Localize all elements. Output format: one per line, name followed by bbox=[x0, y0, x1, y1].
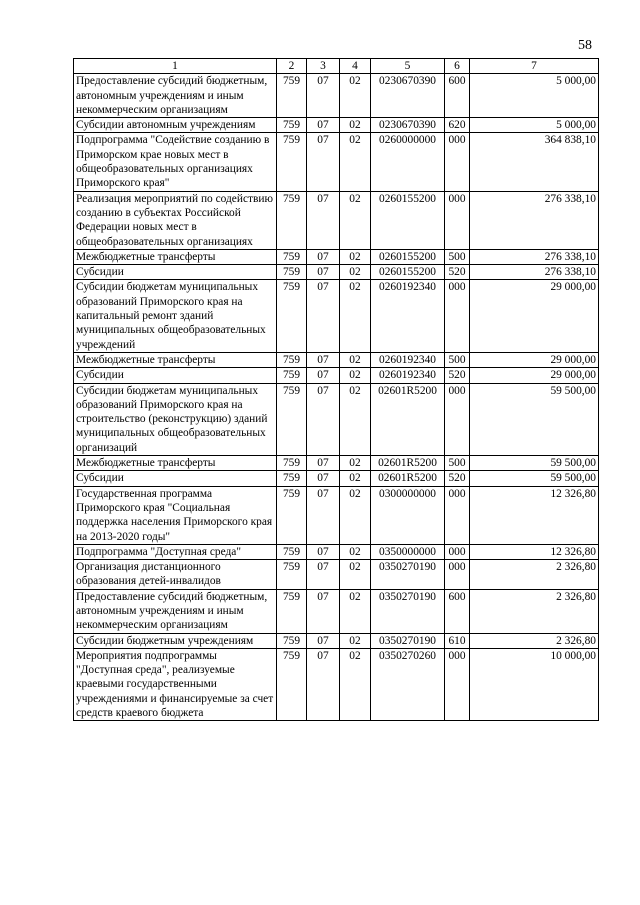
row-amount: 29 000,00 bbox=[470, 368, 599, 383]
table-row bbox=[74, 133, 599, 191]
row-code-expense-type: 500 bbox=[445, 352, 470, 367]
header-cell: 2 bbox=[277, 59, 307, 74]
row-amount: 276 338,10 bbox=[470, 191, 599, 249]
row-code-target: 0260192340 bbox=[371, 280, 445, 352]
row-code-target: 0350270190 bbox=[371, 560, 445, 590]
row-amount: 12 326,80 bbox=[470, 486, 599, 544]
row-code-expense-type: 000 bbox=[445, 486, 470, 544]
row-code-section: 07 bbox=[307, 456, 340, 471]
row-name: Подпрограмма "Доступная среда" bbox=[74, 544, 277, 559]
row-code-expense-type: 000 bbox=[445, 560, 470, 590]
row-code-expense-type: 000 bbox=[445, 191, 470, 249]
row-code-ministry: 759 bbox=[277, 352, 307, 367]
row-code-target: 0350270190 bbox=[371, 633, 445, 648]
table-row bbox=[74, 265, 599, 280]
row-code-expense-type: 500 bbox=[445, 456, 470, 471]
row-code-section: 07 bbox=[307, 74, 340, 118]
row-name: Организация дистанционного образования детей-инвалидов bbox=[74, 560, 277, 590]
row-code-subsection: 02 bbox=[340, 471, 371, 486]
table-row bbox=[74, 648, 599, 720]
row-amount: 5 000,00 bbox=[470, 118, 599, 133]
row-code-target: 02601R5200 bbox=[371, 383, 445, 455]
row-code-expense-type: 000 bbox=[445, 280, 470, 352]
row-code-ministry: 759 bbox=[277, 633, 307, 648]
row-code-ministry: 759 bbox=[277, 648, 307, 720]
table-row bbox=[74, 560, 599, 590]
row-code-target: 02601R5200 bbox=[371, 456, 445, 471]
table-row bbox=[74, 74, 599, 118]
row-name: Субсидии автономным учреждениям bbox=[74, 118, 277, 133]
table-row bbox=[74, 589, 599, 633]
row-code-subsection: 02 bbox=[340, 633, 371, 648]
row-code-subsection: 02 bbox=[340, 560, 371, 590]
header-cell: 5 bbox=[371, 59, 445, 74]
row-code-section: 07 bbox=[307, 544, 340, 559]
row-name: Субсидии бюджетным учреждениям bbox=[74, 633, 277, 648]
row-code-target: 0230670390 bbox=[371, 74, 445, 118]
table-header-row bbox=[74, 59, 599, 74]
row-code-expense-type: 600 bbox=[445, 589, 470, 633]
row-amount: 2 326,80 bbox=[470, 633, 599, 648]
row-code-section: 07 bbox=[307, 265, 340, 280]
row-name: Субсидии bbox=[74, 368, 277, 383]
header-cell: 4 bbox=[340, 59, 371, 74]
row-code-expense-type: 500 bbox=[445, 249, 470, 264]
row-code-subsection: 02 bbox=[340, 589, 371, 633]
row-name: Реализация мероприятий по содействию созданию в субъектах Российской Федерации новых мест в общеобразовательных организациях bbox=[74, 191, 277, 249]
row-code-section: 07 bbox=[307, 133, 340, 191]
row-code-section: 07 bbox=[307, 280, 340, 352]
table-row bbox=[74, 544, 599, 559]
row-code-target: 0260155200 bbox=[371, 265, 445, 280]
row-code-expense-type: 000 bbox=[445, 544, 470, 559]
row-name: Субсидии bbox=[74, 265, 277, 280]
row-code-ministry: 759 bbox=[277, 74, 307, 118]
table-row bbox=[74, 486, 599, 544]
row-code-expense-type: 520 bbox=[445, 368, 470, 383]
row-amount: 59 500,00 bbox=[470, 456, 599, 471]
table-row bbox=[74, 383, 599, 455]
row-code-section: 07 bbox=[307, 589, 340, 633]
row-code-target: 0260000000 bbox=[371, 133, 445, 191]
row-code-section: 07 bbox=[307, 249, 340, 264]
table-row bbox=[74, 456, 599, 471]
table-row bbox=[74, 191, 599, 249]
row-code-ministry: 759 bbox=[277, 456, 307, 471]
row-code-target: 0350270190 bbox=[371, 589, 445, 633]
row-code-target: 0260192340 bbox=[371, 368, 445, 383]
row-amount: 2 326,80 bbox=[470, 589, 599, 633]
row-code-ministry: 759 bbox=[277, 589, 307, 633]
header-cell: 6 bbox=[445, 59, 470, 74]
row-code-section: 07 bbox=[307, 486, 340, 544]
row-amount: 10 000,00 bbox=[470, 648, 599, 720]
row-amount: 12 326,80 bbox=[470, 544, 599, 559]
row-code-target: 0260192340 bbox=[371, 352, 445, 367]
row-code-expense-type: 520 bbox=[445, 471, 470, 486]
row-name: Субсидии бюджетам муниципальных образований Приморского края на строительство (реконструкцию) зданий муниципальных общеобразовательных организаций bbox=[74, 383, 277, 455]
page-number: 58 bbox=[578, 38, 592, 53]
row-code-ministry: 759 bbox=[277, 280, 307, 352]
table-row bbox=[74, 280, 599, 352]
row-name: Мероприятия подпрограммы "Доступная среда", реализуемые краевыми государственными учреждениями и финансируемые за счет средств краевого бюджета bbox=[74, 648, 277, 720]
row-name: Субсидии bbox=[74, 471, 277, 486]
header-cell: 3 bbox=[307, 59, 340, 74]
row-code-section: 07 bbox=[307, 633, 340, 648]
row-amount: 276 338,10 bbox=[470, 249, 599, 264]
table-row bbox=[74, 368, 599, 383]
row-name: Предоставление субсидий бюджетным, автономным учреждениям и иным некоммерческим организациям bbox=[74, 589, 277, 633]
row-name: Межбюджетные трансферты bbox=[74, 352, 277, 367]
row-code-section: 07 bbox=[307, 648, 340, 720]
row-amount: 5 000,00 bbox=[470, 74, 599, 118]
row-code-target: 0350270260 bbox=[371, 648, 445, 720]
row-code-subsection: 02 bbox=[340, 544, 371, 559]
row-name: Государственная программа Приморского края "Социальная поддержка населения Приморского края на 2013-2020 годы" bbox=[74, 486, 277, 544]
row-code-section: 07 bbox=[307, 118, 340, 133]
row-code-target: 02601R5200 bbox=[371, 471, 445, 486]
row-code-subsection: 02 bbox=[340, 74, 371, 118]
budget-table bbox=[73, 58, 599, 721]
row-code-subsection: 02 bbox=[340, 383, 371, 455]
row-code-target: 0350000000 bbox=[371, 544, 445, 559]
row-code-section: 07 bbox=[307, 560, 340, 590]
row-code-ministry: 759 bbox=[277, 471, 307, 486]
row-code-target: 0260155200 bbox=[371, 191, 445, 249]
row-code-subsection: 02 bbox=[340, 191, 371, 249]
table-row bbox=[74, 249, 599, 264]
row-code-section: 07 bbox=[307, 471, 340, 486]
row-amount: 364 838,10 bbox=[470, 133, 599, 191]
row-code-subsection: 02 bbox=[340, 648, 371, 720]
row-code-ministry: 759 bbox=[277, 191, 307, 249]
row-name: Подпрограмма "Содействие созданию в Приморском крае новых мест в общеобразовательных организациях Приморского края" bbox=[74, 133, 277, 191]
row-code-subsection: 02 bbox=[340, 118, 371, 133]
row-amount: 29 000,00 bbox=[470, 352, 599, 367]
table-row bbox=[74, 118, 599, 133]
row-code-expense-type: 600 bbox=[445, 74, 470, 118]
row-amount: 59 500,00 bbox=[470, 383, 599, 455]
row-code-ministry: 759 bbox=[277, 265, 307, 280]
row-amount: 59 500,00 bbox=[470, 471, 599, 486]
row-code-subsection: 02 bbox=[340, 352, 371, 367]
row-code-target: 0260155200 bbox=[371, 249, 445, 264]
row-code-ministry: 759 bbox=[277, 544, 307, 559]
table-row bbox=[74, 633, 599, 648]
header-cell: 7 bbox=[470, 59, 599, 74]
row-code-subsection: 02 bbox=[340, 265, 371, 280]
table-row bbox=[74, 352, 599, 367]
row-code-ministry: 759 bbox=[277, 368, 307, 383]
row-code-section: 07 bbox=[307, 191, 340, 249]
row-code-subsection: 02 bbox=[340, 280, 371, 352]
row-name: Межбюджетные трансферты bbox=[74, 456, 277, 471]
row-name: Предоставление субсидий бюджетным, автономным учреждениям и иным некоммерческим организациям bbox=[74, 74, 277, 118]
header-cell: 1 bbox=[74, 59, 277, 74]
row-code-section: 07 bbox=[307, 383, 340, 455]
row-code-target: 0230670390 bbox=[371, 118, 445, 133]
row-code-ministry: 759 bbox=[277, 383, 307, 455]
row-name: Межбюджетные трансферты bbox=[74, 249, 277, 264]
row-code-expense-type: 520 bbox=[445, 265, 470, 280]
row-code-expense-type: 000 bbox=[445, 648, 470, 720]
row-code-subsection: 02 bbox=[340, 368, 371, 383]
row-amount: 29 000,00 bbox=[470, 280, 599, 352]
row-name: Субсидии бюджетам муниципальных образований Приморского края на капитальный ремонт зданий муниципальных общеобразовательных учреждений bbox=[74, 280, 277, 352]
row-amount: 2 326,80 bbox=[470, 560, 599, 590]
row-code-expense-type: 000 bbox=[445, 383, 470, 455]
row-code-expense-type: 620 bbox=[445, 118, 470, 133]
row-code-subsection: 02 bbox=[340, 486, 371, 544]
row-code-ministry: 759 bbox=[277, 118, 307, 133]
row-code-ministry: 759 bbox=[277, 133, 307, 191]
table-row bbox=[74, 471, 599, 486]
row-code-ministry: 759 bbox=[277, 486, 307, 544]
row-code-ministry: 759 bbox=[277, 560, 307, 590]
row-code-target: 0300000000 bbox=[371, 486, 445, 544]
row-code-expense-type: 000 bbox=[445, 133, 470, 191]
row-amount: 276 338,10 bbox=[470, 265, 599, 280]
row-code-section: 07 bbox=[307, 368, 340, 383]
row-code-subsection: 02 bbox=[340, 456, 371, 471]
row-code-section: 07 bbox=[307, 352, 340, 367]
row-code-subsection: 02 bbox=[340, 249, 371, 264]
row-code-expense-type: 610 bbox=[445, 633, 470, 648]
row-code-subsection: 02 bbox=[340, 133, 371, 191]
row-code-ministry: 759 bbox=[277, 249, 307, 264]
